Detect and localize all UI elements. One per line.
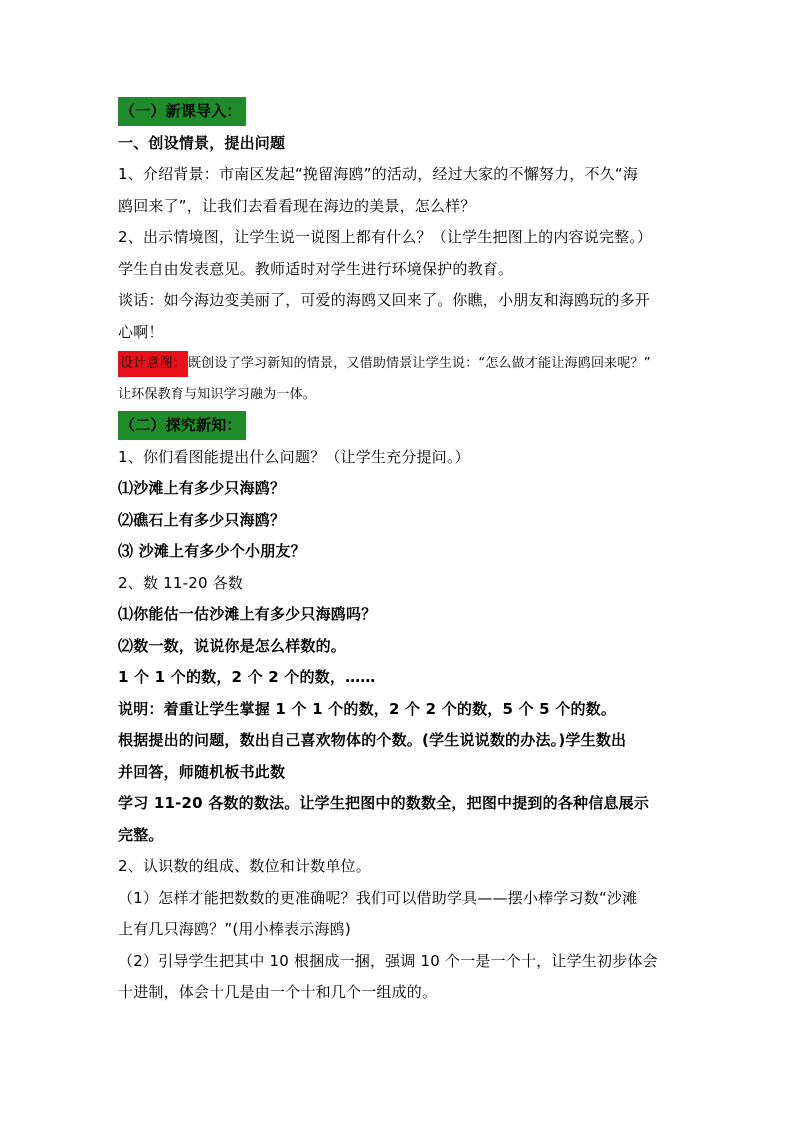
question-1: ⑴沙滩上有多少只海鸥？ bbox=[118, 479, 286, 497]
composition-title: 2、认识数的组成、数位和计数单位。 bbox=[118, 857, 371, 875]
design-intent-text: 既创设了学习新知的情景，又借助情景让学生说：“怎么做才能让海鸥回来呢？” bbox=[188, 356, 651, 371]
paragraph-situation-2: 学生自由发表意见。教师适时对学生进行环境保护的教育。 bbox=[118, 259, 514, 278]
question-intro: 1、你们看图能提出什么问题？（让学生充分提问。） bbox=[118, 447, 470, 466]
composition-item-2-line-1: （2）引导学生把其中 10 根捆成一捆，强调 10 个一是一个十，让学生初步体会 bbox=[118, 951, 658, 970]
paragraph-situation-1: 2、出示情境图，让学生说一说图上都有什么？（让学生把图上的内容说完整。） bbox=[118, 228, 653, 246]
count-step-2: ⑵数一数，说说你是怎么样数的。 bbox=[118, 636, 347, 655]
count-step-1: ⑴你能估一估沙滩上有多少只海鸥吗？ bbox=[118, 605, 377, 623]
question-2: ⑵礁石上有多少只海鸥？ bbox=[118, 510, 286, 529]
design-intent-line-2: 让环保教育与知识学习融为一体。 bbox=[118, 387, 317, 402]
section-2-heading-line bbox=[118, 410, 678, 442]
learning-paragraph-1: 学习 11-20 各数的数法。让学生把图中的数数全，把图中提到的各种信息展示 bbox=[118, 794, 650, 812]
learning-paragraph-2: 完整。 bbox=[118, 825, 164, 844]
count-title: 2、数 11-20 各数 bbox=[118, 573, 244, 592]
paragraph-talk-2: 心啊！ bbox=[118, 322, 164, 341]
paragraph-background-1: 1、介绍背景：市南区发起“挽留海鸥”的活动，经过大家的不懈努力，不久“海 bbox=[118, 165, 639, 183]
counting-paragraph-2: 并回答，师随机板书此数 bbox=[118, 762, 286, 781]
section-1-heading: （一）新课导入： bbox=[118, 97, 246, 126]
paragraph-background-2: 鸥回来了”，让我们去看看现在海边的美景，怎么样？ bbox=[118, 196, 476, 215]
count-step-3: 1 个 1 个的数，2 个 2 个的数，…… bbox=[118, 668, 376, 686]
composition-item-1-line-1: （1）怎样才能把数数的更准确呢？我们可以借助学具——摆小棒学习数“沙滩 bbox=[118, 888, 638, 907]
document-page bbox=[118, 96, 678, 1009]
section-2-heading: （二）探究新知： bbox=[118, 411, 246, 440]
design-intent-line bbox=[118, 348, 678, 379]
design-intent-label: 设计意图： bbox=[118, 351, 188, 377]
paragraph-talk-1: 谈话：如今海边变美丽了，可爱的海鸥又回来了。你瞧，小朋友和海鸥玩的多开 bbox=[118, 291, 651, 309]
explanation: 说明：着重让学生掌握 1 个 1 个的数，2 个 2 个的数，5 个 5 个的数。 bbox=[118, 699, 617, 718]
section-1-heading-line bbox=[118, 96, 678, 128]
composition-item-1-line-2: 上有几只海鸥？”(用小棒表示海鸥) bbox=[118, 920, 351, 938]
subheading: 一、创设情景，提出问题 bbox=[118, 133, 286, 152]
question-3: ⑶ 沙滩上有多少个小朋友？ bbox=[118, 542, 306, 560]
composition-item-2-line-2: 十进制，体会十几是由一个十和几个一组成的。 bbox=[118, 983, 438, 1001]
counting-paragraph-1: 根据提出的问题，数出自己喜欢物体的个数。(学生说说数的办法。)学生数出 bbox=[118, 731, 627, 749]
